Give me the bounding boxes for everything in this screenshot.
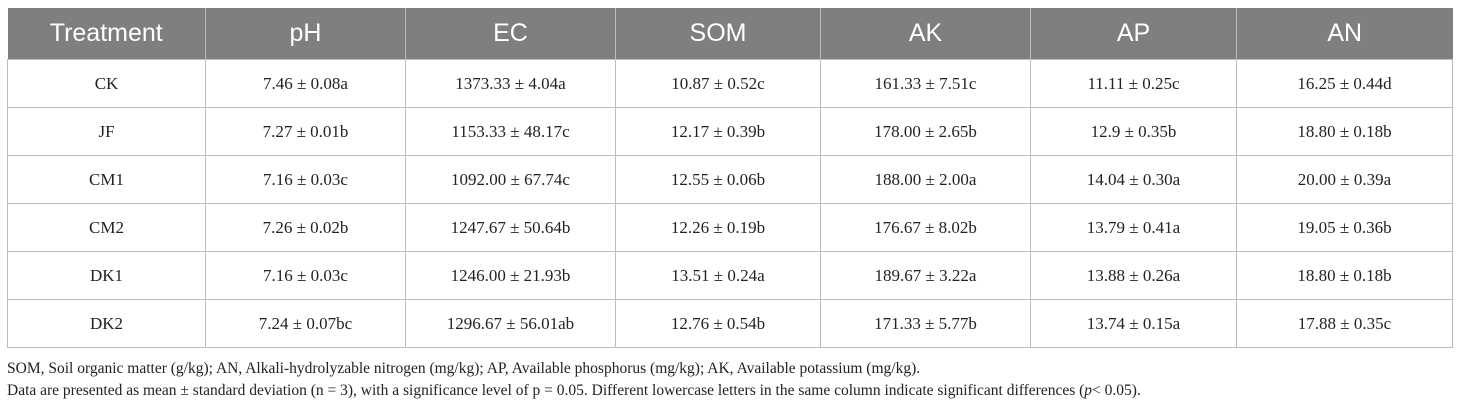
cell-som: 12.17 ± 0.39b [616,108,821,156]
cell-ec: 1246.00 ± 21.93b [406,252,616,300]
table-row [8,204,1453,252]
cell-ak: 178.00 ± 2.65b [821,108,1031,156]
cell-an: 16.25 ± 0.44d [1237,60,1453,108]
cell-ap: 13.88 ± 0.26a [1031,252,1237,300]
cell-ec: 1153.33 ± 48.17c [406,108,616,156]
header-an: AN [1237,8,1453,60]
cell-ak: 189.67 ± 3.22a [821,252,1031,300]
cell-ph: 7.24 ± 0.07bc [206,300,406,348]
header-ec: EC [406,8,616,60]
cell-ap: 14.04 ± 0.30a [1031,156,1237,204]
cell-ph: 7.27 ± 0.01b [206,108,406,156]
cell-ap: 11.11 ± 0.25c [1031,60,1237,108]
footnote-statistics [7,380,1452,402]
cell-ph: 7.46 ± 0.08a [206,60,406,108]
soil-properties-table [7,8,1453,348]
cell-ec: 1373.33 ± 4.04a [406,60,616,108]
cell-ph: 7.26 ± 0.02b [206,204,406,252]
cell-treatment: DK1 [8,252,206,300]
table-footnotes [7,358,1452,402]
cell-treatment: CM2 [8,204,206,252]
cell-ap: 12.9 ± 0.35b [1031,108,1237,156]
footnote-abbreviations: SOM, Soil organic matter (g/kg); AN, Alkali-hydrolyzable nitrogen (mg/kg); AP, Available phosphorus (mg/kg); AK, Available potassium (mg/kg). [7,360,921,377]
cell-ph: 7.16 ± 0.03c [206,252,406,300]
cell-ph: 7.16 ± 0.03c [206,156,406,204]
cell-an: 17.88 ± 0.35c [1237,300,1453,348]
table-row [8,300,1453,348]
cell-ak: 171.33 ± 5.77b [821,300,1031,348]
cell-treatment: JF [8,108,206,156]
table-row [8,60,1453,108]
table-row [8,156,1453,204]
cell-som: 10.87 ± 0.52c [616,60,821,108]
cell-ec: 1296.67 ± 56.01ab [406,300,616,348]
header-treatment: Treatment [8,8,206,60]
cell-ak: 188.00 ± 2.00a [821,156,1031,204]
cell-som: 12.76 ± 0.54b [616,300,821,348]
header-ak: AK [821,8,1031,60]
table-header-row [8,8,1453,60]
cell-ap: 13.74 ± 0.15a [1031,300,1237,348]
data-table-container [7,8,1452,348]
cell-ak: 176.67 ± 8.02b [821,204,1031,252]
table-row [8,252,1453,300]
cell-an: 18.80 ± 0.18b [1237,252,1453,300]
footnote-statistics-end: < 0.05). [1092,382,1141,399]
cell-treatment: DK2 [8,300,206,348]
cell-som: 12.26 ± 0.19b [616,204,821,252]
cell-an: 18.80 ± 0.18b [1237,108,1453,156]
cell-an: 19.05 ± 0.36b [1237,204,1453,252]
table-row [8,108,1453,156]
footnote-p-symbol: p [1084,382,1093,399]
footnote-statistics-text: Data are presented as mean ± standard deviation (n = 3), with a significance level of p = 0.05. Different lowercase letters in the same column indicate significant differences ( [7,382,1085,399]
cell-treatment: CK [8,60,206,108]
header-ap: AP [1031,8,1237,60]
header-ph: pH [206,8,406,60]
cell-ec: 1247.67 ± 50.64b [406,204,616,252]
cell-ap: 13.79 ± 0.41a [1031,204,1237,252]
cell-an: 20.00 ± 0.39a [1237,156,1453,204]
header-som: SOM [616,8,821,60]
cell-ec: 1092.00 ± 67.74c [406,156,616,204]
cell-ak: 161.33 ± 7.51c [821,60,1031,108]
cell-som: 12.55 ± 0.06b [616,156,821,204]
cell-treatment: CM1 [8,156,206,204]
cell-som: 13.51 ± 0.24a [616,252,821,300]
